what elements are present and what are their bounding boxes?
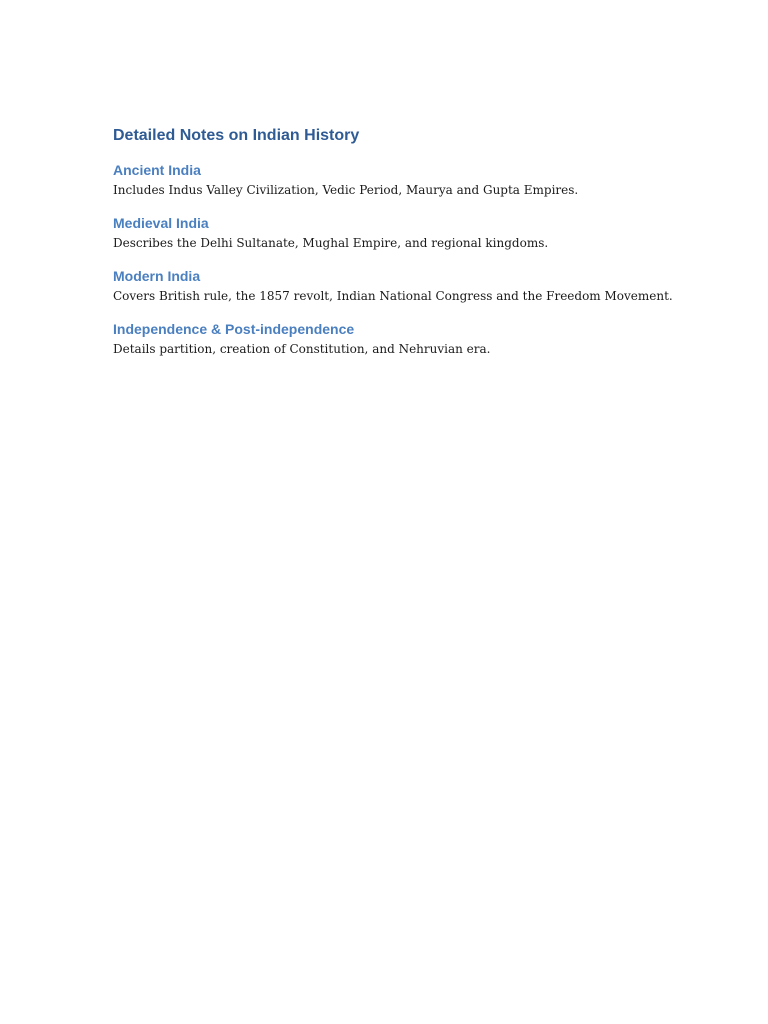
- section-text: Describes the Delhi Sultanate, Mughal Empire, and regional kingdoms.: [113, 236, 549, 250]
- section-heading: Modern India: [113, 268, 201, 284]
- page-title: Detailed Notes on Indian History: [113, 127, 360, 144]
- section-modern-india: [113, 267, 713, 304]
- document-body: [113, 126, 713, 357]
- section-text: Covers British rule, the 1857 revolt, Indian National Congress and the Freedom Movement.: [113, 289, 673, 303]
- section-ancient-india: [113, 161, 713, 198]
- section-text: Details partition, creation of Constitution, and Nehruvian era.: [113, 342, 491, 356]
- section-text: Includes Indus Valley Civilization, Vedic Period, Maurya and Gupta Empires.: [113, 183, 579, 197]
- section-independence: [113, 320, 713, 357]
- section-medieval-india: [113, 214, 713, 251]
- section-heading: Medieval India: [113, 215, 209, 231]
- section-heading: Independence & Post-independence: [113, 321, 355, 337]
- section-heading: Ancient India: [113, 162, 201, 178]
